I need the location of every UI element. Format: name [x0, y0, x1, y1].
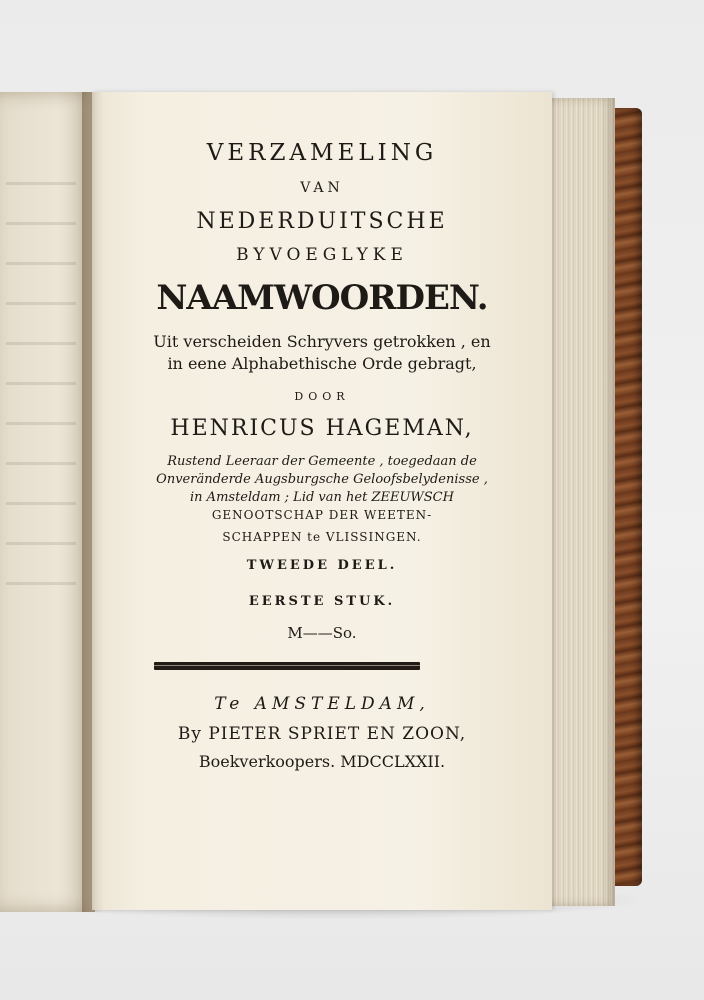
subtitle-line-1: Uit verscheiden Schryvers getrokken , en: [153, 332, 491, 351]
page-fore-edge: [545, 98, 615, 906]
title-naamwoorden: NAAMWOORDEN.: [156, 278, 488, 318]
subtitle-line-2: in eene Alphabethische Orde gebragt,: [167, 354, 477, 373]
show-through-text: [6, 582, 76, 585]
author-description-1: Rustend Leeraar der Gemeente , toegedaan de: [167, 454, 477, 469]
author-description-4: GENOOTSCHAP DER WEETEN-: [211, 508, 433, 522]
letter-range: M——So.: [287, 624, 357, 642]
show-through-text: [6, 542, 76, 545]
show-through-text: [6, 342, 76, 345]
show-through-text: [6, 302, 76, 305]
book-gutter-shadow: [82, 92, 104, 912]
imprint-publisher: By PIETER SPRIET EN ZOON,: [177, 724, 467, 744]
show-through-text: [6, 422, 76, 425]
show-through-text: [6, 222, 76, 225]
title-verzameling: VERZAMELING: [206, 140, 438, 166]
show-through-text: [6, 382, 76, 385]
title-page: [92, 92, 552, 910]
imprint-year: Boekverkoopers. MDCCLXXII.: [198, 752, 446, 771]
author-description-2: Onveränderde Augsburgsche Geloofsbelydenisse ,: [156, 472, 488, 487]
author-description-3: in Amsteldam ; Lid van het ZEEUWSCH: [190, 490, 454, 505]
printers-rule: [154, 662, 420, 670]
show-through-text: [6, 462, 76, 465]
imprint-place: Te AMSTELDAM,: [214, 694, 430, 714]
by-label: DOOR: [294, 390, 350, 403]
author-description-5: SCHAPPEN te VLISSINGEN.: [222, 530, 422, 544]
title-byvoeglyke: BYVOEGLYKE: [236, 245, 408, 265]
volume-label: TWEEDE DEEL.: [246, 558, 398, 573]
left-facing-page: [0, 92, 95, 912]
title-van: VAN: [300, 180, 344, 196]
part-label: EERSTE STUK.: [248, 594, 396, 609]
author-name: HENRICUS HAGEMAN,: [170, 416, 474, 441]
show-through-text: [6, 502, 76, 505]
show-through-text: [6, 182, 76, 185]
show-through-text: [6, 262, 76, 265]
title-nederduitsche: NEDERDUITSCHE: [196, 209, 448, 234]
